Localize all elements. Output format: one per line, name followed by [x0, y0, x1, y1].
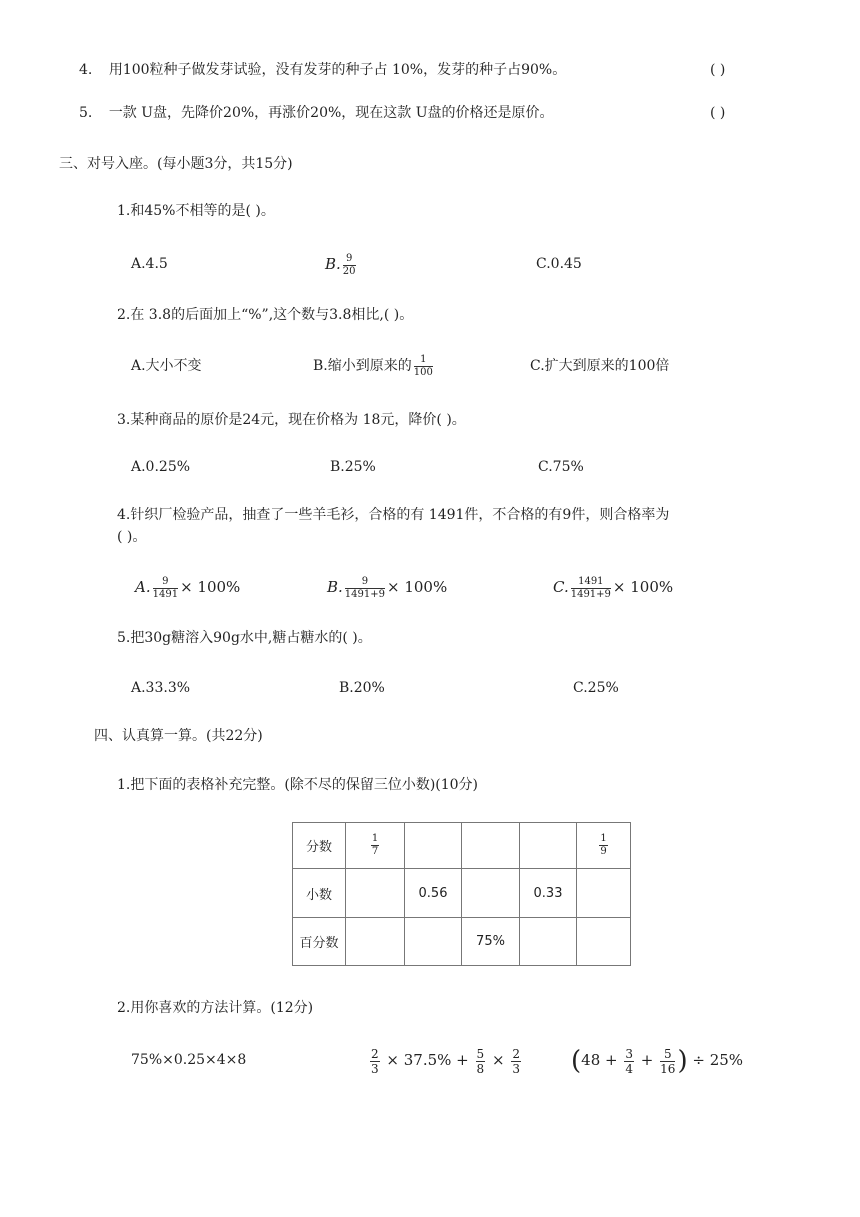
- table-row-fraction: [293, 823, 631, 869]
- s3-q3-option-c[interactable]: C.75%: [538, 459, 584, 475]
- left-paren: (: [571, 1046, 582, 1076]
- calc-expression-2: [368, 1043, 523, 1077]
- judge-q4-number: 4.: [79, 62, 93, 78]
- fraction-numerator: 3: [625, 1046, 634, 1061]
- fraction-denominator: 8: [476, 1061, 485, 1076]
- fraction-numerator: 5: [660, 1048, 675, 1062]
- s3-q4-option-a[interactable]: [135, 570, 240, 604]
- fraction-denominator: 3: [512, 1061, 520, 1076]
- fraction-denominator: 20: [342, 265, 356, 277]
- s3-q2-option-a[interactable]: A.大小不变: [131, 358, 202, 374]
- times-operator: ×: [491, 1051, 505, 1069]
- times-100-percent: × 100%: [612, 578, 674, 596]
- fraction-numerator: 9: [345, 577, 385, 589]
- s3-q1-stem: 1.和45%不相等的是( )。: [117, 203, 275, 219]
- calc-expression-1: 75%×0.25×4×8: [131, 1052, 247, 1068]
- s3-q1-option-c[interactable]: C.0.45: [536, 256, 582, 272]
- plus-operator: +: [640, 1051, 654, 1069]
- judge-q5-answer-blank[interactable]: ( ): [710, 105, 726, 121]
- fraction-3-4: [624, 1048, 634, 1075]
- fraction-denominator: 100: [413, 366, 433, 378]
- s3-q2-option-c[interactable]: C.扩大到原来的100倍: [530, 358, 670, 374]
- s3-q5-option-b[interactable]: B.20%: [339, 680, 385, 696]
- table-cell-blank[interactable]: [577, 918, 631, 966]
- option-a-label: A.: [135, 578, 151, 596]
- s3-q4-stem-line1: 4.针织厂检验产品，抽查了一些羊毛衫，合格的有 1491件，不合格的有9件，则合格率为: [117, 507, 670, 523]
- s3-q3-option-b[interactable]: B.25%: [330, 459, 376, 475]
- fraction-numerator: 1491: [571, 577, 611, 589]
- judge-q4: [79, 60, 566, 80]
- s4-q1-stem: 1.把下面的表格补充完整。(除不尽的保留三位小数)(10分): [117, 777, 479, 793]
- s3-q3-option-a[interactable]: A.0.25%: [131, 459, 191, 475]
- fraction-2-3: [370, 1048, 380, 1075]
- cell-decimal-056: 0.56: [405, 869, 462, 918]
- fraction-denominator: 1491: [152, 588, 179, 600]
- s3-q1-option-b[interactable]: [325, 247, 358, 281]
- fraction-denominator: 7: [371, 846, 379, 857]
- row-header-decimal: 小数: [293, 869, 346, 918]
- right-paren: ): [677, 1046, 688, 1076]
- fraction-9-1491: [153, 577, 178, 600]
- fraction-numerator: 1: [414, 355, 433, 367]
- fraction-denominator: 4: [625, 1061, 634, 1076]
- row-header-fraction: 分数: [293, 823, 346, 869]
- s3-q5-option-a[interactable]: A.33.3%: [131, 680, 191, 696]
- table-cell-blank[interactable]: [577, 869, 631, 918]
- s3-q2-stem: 2.在 3.8的后面加上“%”,这个数与3.8相比,( )。: [117, 307, 414, 323]
- row-header-percent: 百分数: [293, 918, 346, 966]
- option-b-label: B.: [327, 578, 343, 596]
- judge-q5: [79, 103, 554, 123]
- expr-divide-term: ÷ 25%: [692, 1051, 744, 1069]
- fraction-denominator: 9: [600, 846, 607, 857]
- fraction-denominator: 1491+9: [570, 588, 611, 600]
- fraction-9-20: [343, 254, 356, 277]
- table-cell-blank[interactable]: [462, 869, 520, 918]
- fraction-5-16: [660, 1048, 675, 1075]
- fraction-5-8: [476, 1048, 486, 1075]
- s3-q4-stem-line2: ( )。: [117, 529, 147, 545]
- judge-q5-number: 5.: [79, 105, 93, 121]
- table-cell-blank[interactable]: [346, 869, 405, 918]
- table-cell-blank[interactable]: [462, 823, 520, 869]
- section-3-title: 三、对号入座。(每小题3分，共15分): [59, 156, 293, 172]
- calc-expression-3: [571, 1041, 743, 1080]
- s3-q4-option-b[interactable]: [327, 570, 447, 604]
- s3-q5-option-c[interactable]: C.25%: [573, 680, 619, 696]
- fraction-2-3: [511, 1048, 521, 1075]
- expr-operator-text: × 37.5% +: [386, 1051, 469, 1069]
- s3-q4-option-c[interactable]: [553, 570, 673, 604]
- table-cell-blank[interactable]: [520, 823, 577, 869]
- table-row-decimal: [293, 869, 631, 918]
- fraction-numerator: 5: [476, 1046, 485, 1061]
- conversion-table: [292, 822, 631, 966]
- s4-q2-stem: 2.用你喜欢的方法计算。(12分): [117, 1000, 314, 1016]
- fraction-numerator: 2: [371, 1046, 379, 1061]
- table-cell-blank[interactable]: [405, 823, 462, 869]
- fraction-denominator: 16: [660, 1061, 676, 1076]
- judge-q4-answer-blank[interactable]: ( ): [710, 62, 726, 78]
- option-b-text: B.缩小到原来的: [313, 358, 412, 374]
- fraction-1-9: [599, 834, 607, 857]
- table-cell-blank[interactable]: [405, 918, 462, 966]
- s3-q3-stem: 3.某种商品的原价是24元，现在价格为 18元，降价( )。: [117, 412, 466, 428]
- fraction-1-7: [371, 834, 379, 857]
- cell-fraction-1-9: [577, 823, 631, 869]
- fraction-numerator: 9: [153, 577, 178, 589]
- cell-percent-75: 75%: [462, 918, 520, 966]
- fraction-1491-1500: [571, 577, 611, 600]
- fraction-9-1500: [345, 577, 385, 600]
- expr-term: 48 +: [581, 1051, 618, 1069]
- table-row-percent: [293, 918, 631, 966]
- fraction-numerator: 1: [371, 833, 379, 844]
- option-b-label: B.: [325, 255, 341, 273]
- fraction-numerator: 1: [600, 833, 607, 844]
- s3-q1-option-a[interactable]: A.4.5: [131, 256, 168, 272]
- judge-q4-text: 用100粒种子做发芽试验，没有发芽的种子占 10%，发芽的种子占90%。: [108, 62, 567, 78]
- fraction-numerator: 9: [343, 254, 356, 266]
- s3-q2-option-b[interactable]: [313, 349, 435, 383]
- judge-q5-text: 一款 U盘，先降价20%，再涨价20%，现在这款 U盘的价格还是原价。: [108, 105, 554, 121]
- option-c-label: C.: [553, 578, 569, 596]
- table-cell-blank[interactable]: [520, 918, 577, 966]
- times-100-percent: × 100%: [387, 578, 448, 596]
- table-cell-blank[interactable]: [346, 918, 405, 966]
- s3-q5-stem: 5.把30g糖溶入90g水中,糖占糖水的( )。: [117, 630, 372, 646]
- cell-decimal-033: 0.33: [520, 869, 577, 918]
- times-100-percent: × 100%: [180, 578, 241, 596]
- fraction-numerator: 2: [512, 1046, 520, 1061]
- fraction-denominator: 1491+9: [344, 588, 385, 600]
- fraction-1-100: [414, 355, 433, 378]
- section-4-title: 四、认真算一算。(共22分): [94, 728, 263, 744]
- fraction-denominator: 3: [371, 1061, 379, 1076]
- cell-fraction-1-7: [346, 823, 405, 869]
